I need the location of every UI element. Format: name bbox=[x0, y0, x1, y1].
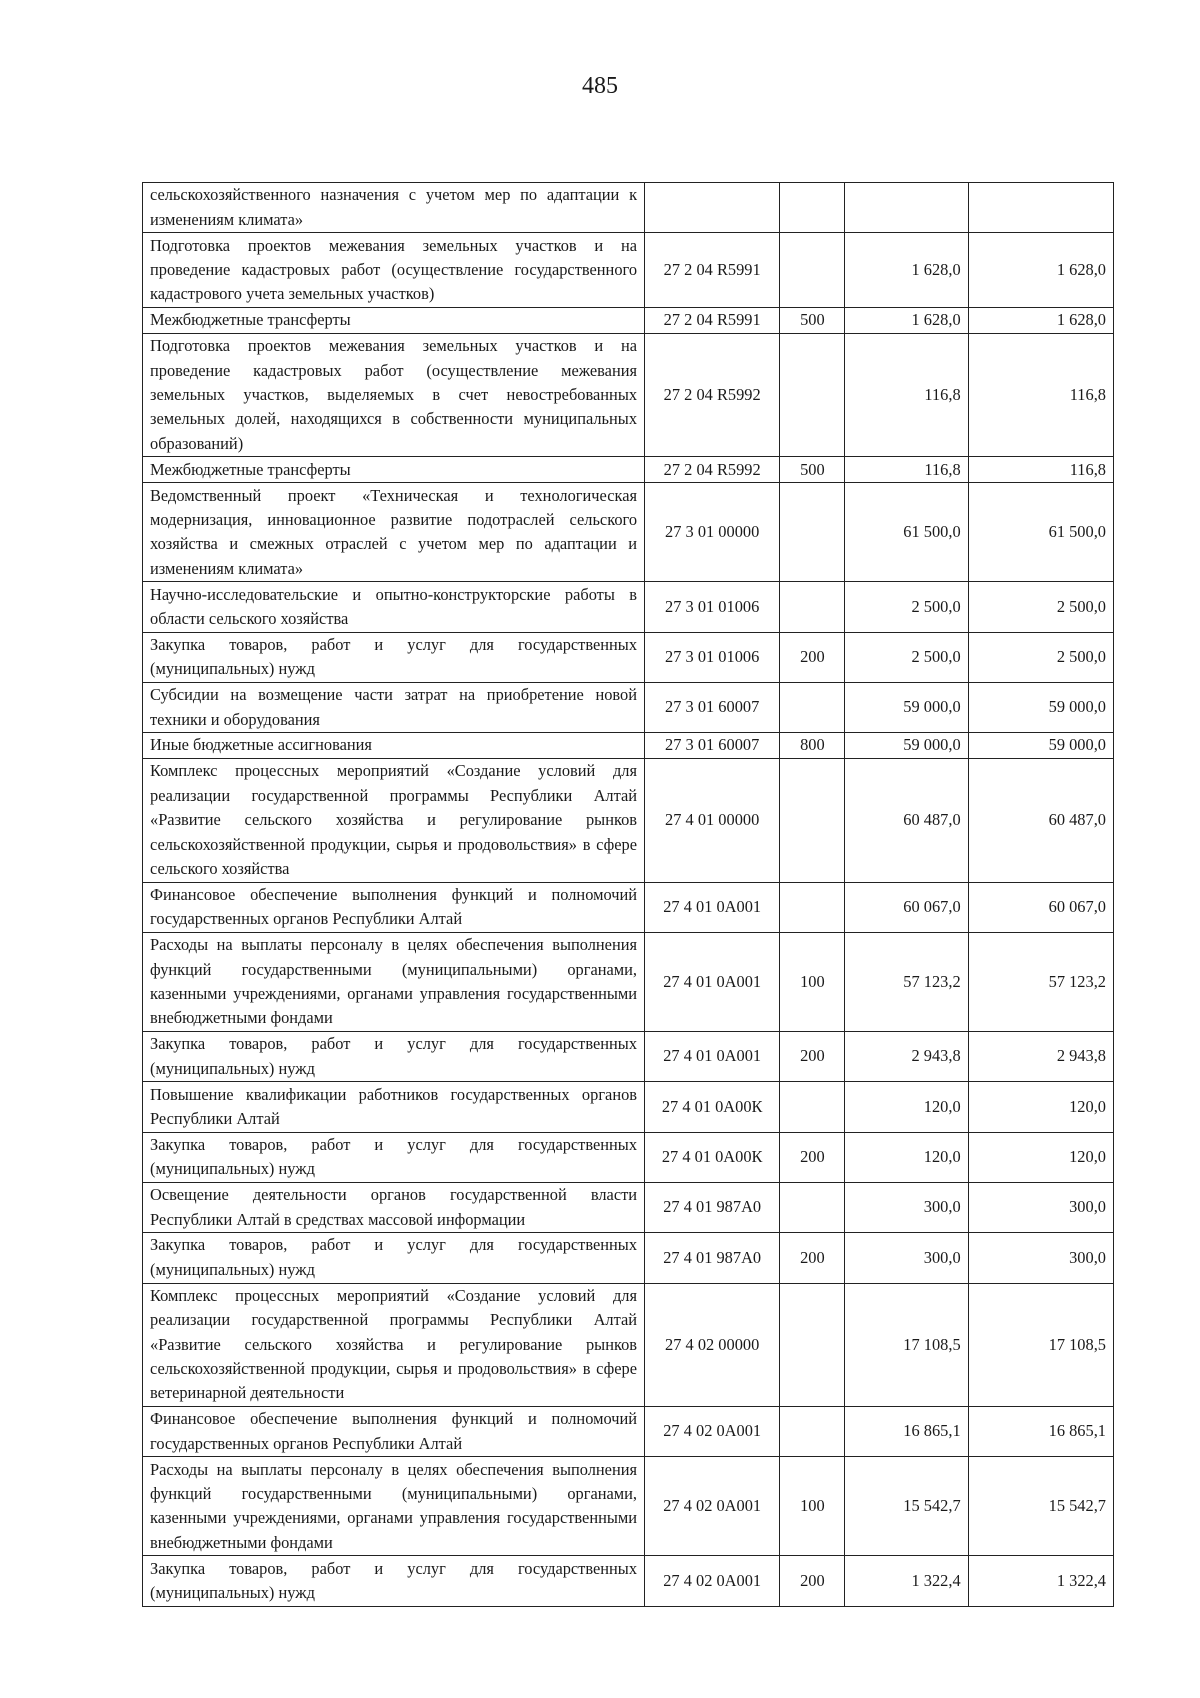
row-amount-year1-cell: 120,0 bbox=[845, 1082, 968, 1132]
row-code-cell: 27 4 01 987А0 bbox=[645, 1233, 780, 1283]
table-row bbox=[143, 1556, 1114, 1606]
row-expense-type-cell bbox=[780, 882, 845, 932]
table-row bbox=[143, 582, 1114, 632]
row-amount-year2-cell: 15 542,7 bbox=[968, 1457, 1113, 1556]
row-code-cell: 27 3 01 01006 bbox=[645, 582, 780, 632]
row-amount-year1-cell: 57 123,2 bbox=[845, 932, 968, 1031]
row-code-cell: 27 3 01 01006 bbox=[645, 632, 780, 682]
row-name-cell: Повышение квалификации работников государственных органов Республики Алтай bbox=[143, 1082, 645, 1132]
row-amount-year1-cell: 2 500,0 bbox=[845, 582, 968, 632]
table-row bbox=[143, 882, 1114, 932]
row-amount-year2-cell: 116,8 bbox=[968, 457, 1113, 483]
row-name-cell: Ведомственный проект «Техническая и технологическая модернизация, инновационное развитие подотраслей сельского хозяйства и смежных отраслей с учетом мер по адаптации и изменениям климата» bbox=[143, 483, 645, 582]
row-expense-type-cell bbox=[780, 233, 845, 308]
row-amount-year1-cell: 2 500,0 bbox=[845, 632, 968, 682]
row-expense-type-cell: 100 bbox=[780, 932, 845, 1031]
row-amount-year2-cell: 60 487,0 bbox=[968, 759, 1113, 883]
row-name-cell: сельскохозяйственного назначения с учетом мер по адаптации к изменениям климата» bbox=[143, 183, 645, 233]
row-code-cell: 27 4 01 0А001 bbox=[645, 932, 780, 1031]
row-name-cell: Подготовка проектов межевания земельных участков и на проведение кадастровых работ (осуществление межевания земельных участков, выделяемых в счет невостребованных земельных долей, находящихся в собственности муниципальных образований) bbox=[143, 333, 645, 457]
row-code-cell: 27 4 02 0А001 bbox=[645, 1407, 780, 1457]
row-amount-year2-cell: 17 108,5 bbox=[968, 1283, 1113, 1407]
row-code-cell: 27 4 01 987А0 bbox=[645, 1182, 780, 1232]
row-amount-year1-cell: 59 000,0 bbox=[845, 682, 968, 732]
row-expense-type-cell bbox=[780, 1283, 845, 1407]
row-code-cell: 27 2 04 R5992 bbox=[645, 333, 780, 457]
table-row bbox=[143, 682, 1114, 732]
row-code-cell: 27 4 01 0А00К bbox=[645, 1132, 780, 1182]
row-name-cell: Расходы на выплаты персоналу в целях обеспечения выполнения функций государственными (муниципальными) органами, казенными учреждениями, органами управления государственными внебюджетными фондами bbox=[143, 1457, 645, 1556]
row-expense-type-cell: 200 bbox=[780, 1032, 845, 1082]
row-expense-type-cell: 200 bbox=[780, 1556, 845, 1606]
row-amount-year2-cell: 2 500,0 bbox=[968, 582, 1113, 632]
row-amount-year1-cell: 15 542,7 bbox=[845, 1457, 968, 1556]
row-amount-year2-cell: 120,0 bbox=[968, 1132, 1113, 1182]
row-amount-year2-cell: 116,8 bbox=[968, 333, 1113, 457]
row-name-cell: Подготовка проектов межевания земельных участков и на проведение кадастровых работ (осуществление государственного кадастрового учета земельных участков) bbox=[143, 233, 645, 308]
row-code-cell: 27 2 04 R5991 bbox=[645, 233, 780, 308]
budget-table-body bbox=[143, 183, 1114, 1607]
row-code-cell: 27 4 01 0А001 bbox=[645, 1032, 780, 1082]
row-name-cell: Освещение деятельности органов государственной власти Республики Алтай в средствах массовой информации bbox=[143, 1182, 645, 1232]
row-code-cell: 27 3 01 60007 bbox=[645, 733, 780, 759]
table-row bbox=[143, 733, 1114, 759]
row-name-cell: Финансовое обеспечение выполнения функций и полномочий государственных органов Республики Алтай bbox=[143, 1407, 645, 1457]
row-expense-type-cell bbox=[780, 759, 845, 883]
row-amount-year1-cell: 116,8 bbox=[845, 457, 968, 483]
row-amount-year1-cell: 17 108,5 bbox=[845, 1283, 968, 1407]
row-amount-year1-cell: 300,0 bbox=[845, 1182, 968, 1232]
row-amount-year1-cell: 116,8 bbox=[845, 333, 968, 457]
row-name-cell: Закупка товаров, работ и услуг для государственных (муниципальных) нужд bbox=[143, 632, 645, 682]
table-row bbox=[143, 932, 1114, 1031]
row-expense-type-cell bbox=[780, 1182, 845, 1232]
row-code-cell: 27 4 01 0А001 bbox=[645, 882, 780, 932]
row-code-cell: 27 2 04 R5992 bbox=[645, 457, 780, 483]
row-expense-type-cell: 200 bbox=[780, 1132, 845, 1182]
table-row bbox=[143, 1132, 1114, 1182]
row-name-cell: Закупка товаров, работ и услуг для государственных (муниципальных) нужд bbox=[143, 1132, 645, 1182]
row-expense-type-cell bbox=[780, 1407, 845, 1457]
row-name-cell: Межбюджетные трансферты bbox=[143, 307, 645, 333]
row-expense-type-cell bbox=[780, 682, 845, 732]
table-row bbox=[143, 457, 1114, 483]
row-amount-year1-cell: 60 067,0 bbox=[845, 882, 968, 932]
table-row bbox=[143, 1082, 1114, 1132]
row-amount-year2-cell: 1 628,0 bbox=[968, 307, 1113, 333]
row-expense-type-cell: 800 bbox=[780, 733, 845, 759]
row-code-cell: 27 4 02 0А001 bbox=[645, 1556, 780, 1606]
row-expense-type-cell bbox=[780, 1082, 845, 1132]
row-amount-year2-cell: 59 000,0 bbox=[968, 682, 1113, 732]
row-amount-year2-cell: 60 067,0 bbox=[968, 882, 1113, 932]
row-amount-year1-cell: 1 322,4 bbox=[845, 1556, 968, 1606]
row-amount-year2-cell bbox=[968, 183, 1113, 233]
row-name-cell: Закупка товаров, работ и услуг для государственных (муниципальных) нужд bbox=[143, 1233, 645, 1283]
row-code-cell: 27 4 01 00000 bbox=[645, 759, 780, 883]
row-amount-year2-cell: 59 000,0 bbox=[968, 733, 1113, 759]
table-row bbox=[143, 483, 1114, 582]
row-amount-year2-cell: 16 865,1 bbox=[968, 1407, 1113, 1457]
row-amount-year2-cell: 300,0 bbox=[968, 1233, 1113, 1283]
row-code-cell: 27 4 01 0А00К bbox=[645, 1082, 780, 1132]
row-amount-year1-cell: 1 628,0 bbox=[845, 307, 968, 333]
row-name-cell: Закупка товаров, работ и услуг для государственных (муниципальных) нужд bbox=[143, 1032, 645, 1082]
table-row bbox=[143, 1457, 1114, 1556]
row-amount-year1-cell: 2 943,8 bbox=[845, 1032, 968, 1082]
row-name-cell: Комплекс процессных мероприятий «Создание условий для реализации государственной программы Республики Алтай «Развитие сельского хозяйства и регулирование рынков сельскохозяйственной продукции, сырья и продовольствия» в сфере ветеринарной деятельности bbox=[143, 1283, 645, 1407]
row-amount-year2-cell: 1 628,0 bbox=[968, 233, 1113, 308]
table-row bbox=[143, 759, 1114, 883]
row-expense-type-cell: 200 bbox=[780, 632, 845, 682]
row-expense-type-cell: 100 bbox=[780, 1457, 845, 1556]
row-expense-type-cell bbox=[780, 333, 845, 457]
row-name-cell: Межбюджетные трансферты bbox=[143, 457, 645, 483]
row-amount-year1-cell: 60 487,0 bbox=[845, 759, 968, 883]
row-amount-year1-cell: 59 000,0 bbox=[845, 733, 968, 759]
table-row bbox=[143, 1283, 1114, 1407]
row-name-cell: Иные бюджетные ассигнования bbox=[143, 733, 645, 759]
row-amount-year1-cell bbox=[845, 183, 968, 233]
row-name-cell: Комплекс процессных мероприятий «Создание условий для реализации государственной программы Республики Алтай «Развитие сельского хозяйства и регулирование рынков сельскохозяйственной продукции, сырья и продовольствия» в сфере сельского хозяйства bbox=[143, 759, 645, 883]
row-amount-year1-cell: 61 500,0 bbox=[845, 483, 968, 582]
table-row bbox=[143, 333, 1114, 457]
table-row bbox=[143, 1407, 1114, 1457]
row-amount-year1-cell: 1 628,0 bbox=[845, 233, 968, 308]
row-name-cell: Субсидии на возмещение части затрат на приобретение новой техники и оборудования bbox=[143, 682, 645, 732]
row-expense-type-cell bbox=[780, 582, 845, 632]
row-name-cell: Закупка товаров, работ и услуг для государственных (муниципальных) нужд bbox=[143, 1556, 645, 1606]
table-row bbox=[143, 632, 1114, 682]
row-code-cell bbox=[645, 183, 780, 233]
table-row bbox=[143, 183, 1114, 233]
row-expense-type-cell: 500 bbox=[780, 307, 845, 333]
row-amount-year2-cell: 2 500,0 bbox=[968, 632, 1113, 682]
row-code-cell: 27 3 01 00000 bbox=[645, 483, 780, 582]
table-row bbox=[143, 233, 1114, 308]
budget-table bbox=[142, 182, 1114, 1607]
table-row bbox=[143, 1182, 1114, 1232]
row-amount-year1-cell: 300,0 bbox=[845, 1233, 968, 1283]
table-row bbox=[143, 1032, 1114, 1082]
row-name-cell: Расходы на выплаты персоналу в целях обеспечения выполнения функций государственными (муниципальными) органами, казенными учреждениями, органами управления государственными внебюджетными фондами bbox=[143, 932, 645, 1031]
row-code-cell: 27 4 02 00000 bbox=[645, 1283, 780, 1407]
row-expense-type-cell bbox=[780, 183, 845, 233]
row-expense-type-cell bbox=[780, 483, 845, 582]
row-name-cell: Финансовое обеспечение выполнения функций и полномочий государственных органов Республики Алтай bbox=[143, 882, 645, 932]
row-amount-year2-cell: 1 322,4 bbox=[968, 1556, 1113, 1606]
row-amount-year2-cell: 300,0 bbox=[968, 1182, 1113, 1232]
row-code-cell: 27 2 04 R5991 bbox=[645, 307, 780, 333]
row-code-cell: 27 3 01 60007 bbox=[645, 682, 780, 732]
page-number: 485 bbox=[582, 73, 618, 99]
row-amount-year2-cell: 120,0 bbox=[968, 1082, 1113, 1132]
table-row bbox=[143, 1233, 1114, 1283]
row-code-cell: 27 4 02 0А001 bbox=[645, 1457, 780, 1556]
row-amount-year2-cell: 2 943,8 bbox=[968, 1032, 1113, 1082]
table-row bbox=[143, 307, 1114, 333]
row-amount-year1-cell: 120,0 bbox=[845, 1132, 968, 1182]
row-amount-year1-cell: 16 865,1 bbox=[845, 1407, 968, 1457]
row-amount-year2-cell: 57 123,2 bbox=[968, 932, 1113, 1031]
row-name-cell: Научно-исследовательские и опытно-конструкторские работы в области сельского хозяйства bbox=[143, 582, 645, 632]
row-amount-year2-cell: 61 500,0 bbox=[968, 483, 1113, 582]
row-expense-type-cell: 200 bbox=[780, 1233, 845, 1283]
row-expense-type-cell: 500 bbox=[780, 457, 845, 483]
